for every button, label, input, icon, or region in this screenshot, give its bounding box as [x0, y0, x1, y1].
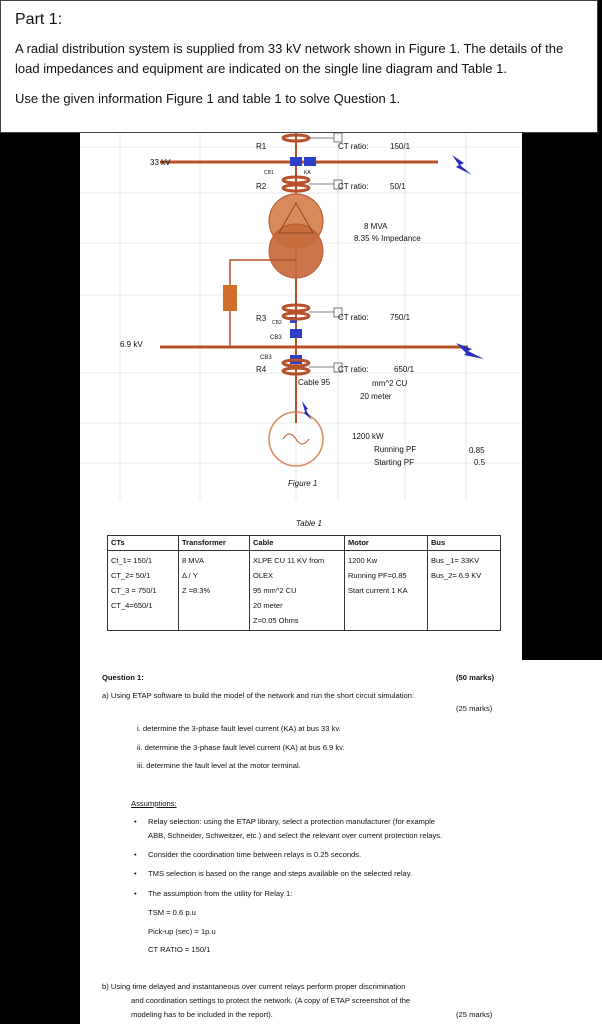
motor-start-current: Start current 1 KA: [348, 586, 408, 595]
fault-arrow-33kv: [452, 155, 472, 175]
cable-length: 20 meter: [360, 392, 392, 401]
ct3-label: CT ratio:: [338, 313, 369, 322]
ct1-label: CT ratio:: [338, 142, 369, 151]
question-title: Question 1:: [102, 673, 144, 682]
table-row: [108, 551, 501, 631]
starting-pf-value: 0.5: [474, 458, 486, 467]
bullet-2: •: [134, 850, 137, 859]
bus-1: Bus _1= 33KV: [431, 556, 480, 565]
assumption-coordination: Consider the coordination time between relays is 0.25 seconds.: [148, 850, 362, 859]
question-marks: (50 marks): [456, 673, 494, 682]
part-title: Part 1:: [15, 11, 63, 28]
cable-length-cell: 20 meter: [253, 601, 283, 610]
cell-bus: [428, 551, 501, 631]
header-motor: Motor: [345, 536, 428, 551]
figure-1: [80, 133, 522, 500]
cell-transformer: [179, 551, 250, 631]
ct4-value: 650/1: [394, 365, 415, 374]
assumption-tms: TMS selection is based on the range and steps available on the selected relay.: [148, 869, 413, 878]
header-bus: Bus: [428, 536, 501, 551]
bus-33kv-label: 33 kV: [150, 158, 171, 167]
part-a-marks: (25 marks): [456, 704, 493, 713]
cell-cable: [250, 551, 345, 631]
assumption-relay: Relay selection: using the ETAP library, select a protection manufacturer (for example: [148, 817, 436, 826]
cable-size-cell: 95 mm^2 CU: [253, 586, 297, 595]
bus-6-9kv-label: 6.9 kV: [120, 340, 143, 349]
relay-r1: R1: [256, 142, 267, 151]
part-b-marks: (25 marks): [456, 1010, 493, 1019]
fault-arrow-motor: [302, 401, 312, 420]
tsm-value: TSM = 0.6 p.u: [148, 908, 196, 917]
ct4-label: CT ratio:: [338, 365, 369, 374]
cable-brand: OLEX: [253, 571, 274, 580]
breaker-cb1: [290, 157, 302, 166]
transformer-secondary: [269, 224, 323, 278]
ct-2: CT_2= 50/1: [111, 571, 151, 580]
table-header-row: [108, 536, 501, 551]
task-i: i. determine the 3-phase fault level current (KA) at bus 33 kv.: [137, 724, 341, 733]
relay-r3: R3: [256, 314, 267, 323]
running-pf-value: 0.85: [469, 446, 485, 455]
cell-motor: [345, 551, 428, 631]
ct1-value: 150/1: [390, 142, 411, 151]
header-cts: CTs: [108, 536, 179, 551]
running-pf-label: Running PF: [374, 445, 417, 454]
cb2-label: CB2: [272, 320, 282, 326]
ct-1: Ct_1= 150/1: [111, 556, 153, 565]
assumptions-heading: Assumptions:: [131, 799, 177, 808]
cable-size: mm^2 CU: [372, 379, 408, 388]
header-cable: Cable: [250, 536, 345, 551]
intro-line-3: Use the given information Figure 1 and table 1 to solve Question 1.: [15, 91, 401, 106]
breaker-cb2: [290, 329, 302, 338]
cb1-label: CB1: [264, 170, 274, 176]
cable-impedance: Z=0.05 Ohms: [253, 616, 299, 625]
cell-cts: [108, 551, 179, 631]
relay-r4: R4: [256, 365, 267, 374]
cb3-label-a: CB3: [270, 335, 282, 341]
part-b: b) Using time delayed and instantaneous over current relays perform proper discrimination: [102, 982, 406, 991]
fault-arrow-6-9kv: [456, 343, 484, 359]
transformer-connection: Δ / Y: [182, 571, 198, 580]
relay-r2: R2: [256, 182, 267, 191]
header-panel: [0, 0, 598, 133]
single-line-diagram: [80, 133, 522, 500]
starting-pf-label: Starting PF: [374, 458, 415, 467]
header-transformer: Transformer: [179, 536, 250, 551]
ct2-label: CT ratio:: [338, 182, 369, 191]
ct-3: CT_3 = 750/1: [111, 586, 157, 595]
bullet-1: •: [134, 817, 137, 826]
motor-kw: 1200 kW: [352, 432, 384, 441]
cb3-label-b: CB3: [260, 355, 272, 361]
pickup-value: Pick-up (sec) = 1p.u: [148, 927, 216, 936]
assumption-relay-cont: ABB, Schneider, Schweitzer, etc.) and select the relevant over current protection relays.: [148, 831, 443, 840]
table-1: [107, 535, 501, 631]
motor-running-pf: Running PF=0.85: [348, 571, 407, 580]
ct2-value: 50/1: [390, 182, 406, 191]
intro-line-2: load impedances and equipment are indicated on the single line diagram and Table 1.: [15, 61, 507, 76]
bullet-3: •: [134, 869, 137, 878]
motor-power: 1200 Kw: [348, 556, 378, 565]
assumption-utility: The assumption from the utility for Relay 1:: [148, 889, 293, 898]
transformer-rating: 8 MVA: [182, 556, 204, 565]
cable-type: XLPE CU 11 KV from: [253, 556, 325, 565]
part-b-line2: and coordination settings to protect the network. (A copy of ETAP screenshot of the: [131, 996, 411, 1005]
bus-2: Bus_2= 6.9 KV: [431, 571, 482, 580]
transformer-impedance: 8.35 % Impedance: [354, 234, 421, 243]
breaker-cb1b: [304, 157, 316, 166]
figure-caption: Figure 1: [288, 479, 318, 488]
ka-label: KA: [304, 170, 311, 176]
ct-ratio-value: CT RATIO = 150/1: [148, 945, 211, 954]
bullet-4: •: [134, 889, 137, 898]
part-b-line3: modeling has to be included in the report).: [131, 1010, 273, 1019]
ct3-value: 750/1: [390, 313, 411, 322]
question-panel: [80, 660, 602, 1024]
table-caption: Table 1: [296, 519, 322, 528]
task-ii: ii. determine the 3-phase fault level current (KA) at bus 6.9 kv.: [137, 743, 345, 752]
grounding-resistor: [223, 285, 237, 311]
intro-line-1: A radial distribution system is supplied from 33 kV network shown in Figure 1. The details of the: [15, 41, 564, 56]
transformer-mva: 8 MVA: [364, 222, 388, 231]
ct-4: CT_4=650/1: [111, 601, 153, 610]
transformer-impedance-cell: Z =8.3%: [182, 586, 211, 595]
cable-label: Cable 95: [298, 378, 331, 387]
task-iii: iii. determine the fault level at the motor terminal.: [137, 761, 301, 770]
part-a: a) Using ETAP software to build the model of the network and run the short circuit simulation:: [102, 691, 415, 700]
